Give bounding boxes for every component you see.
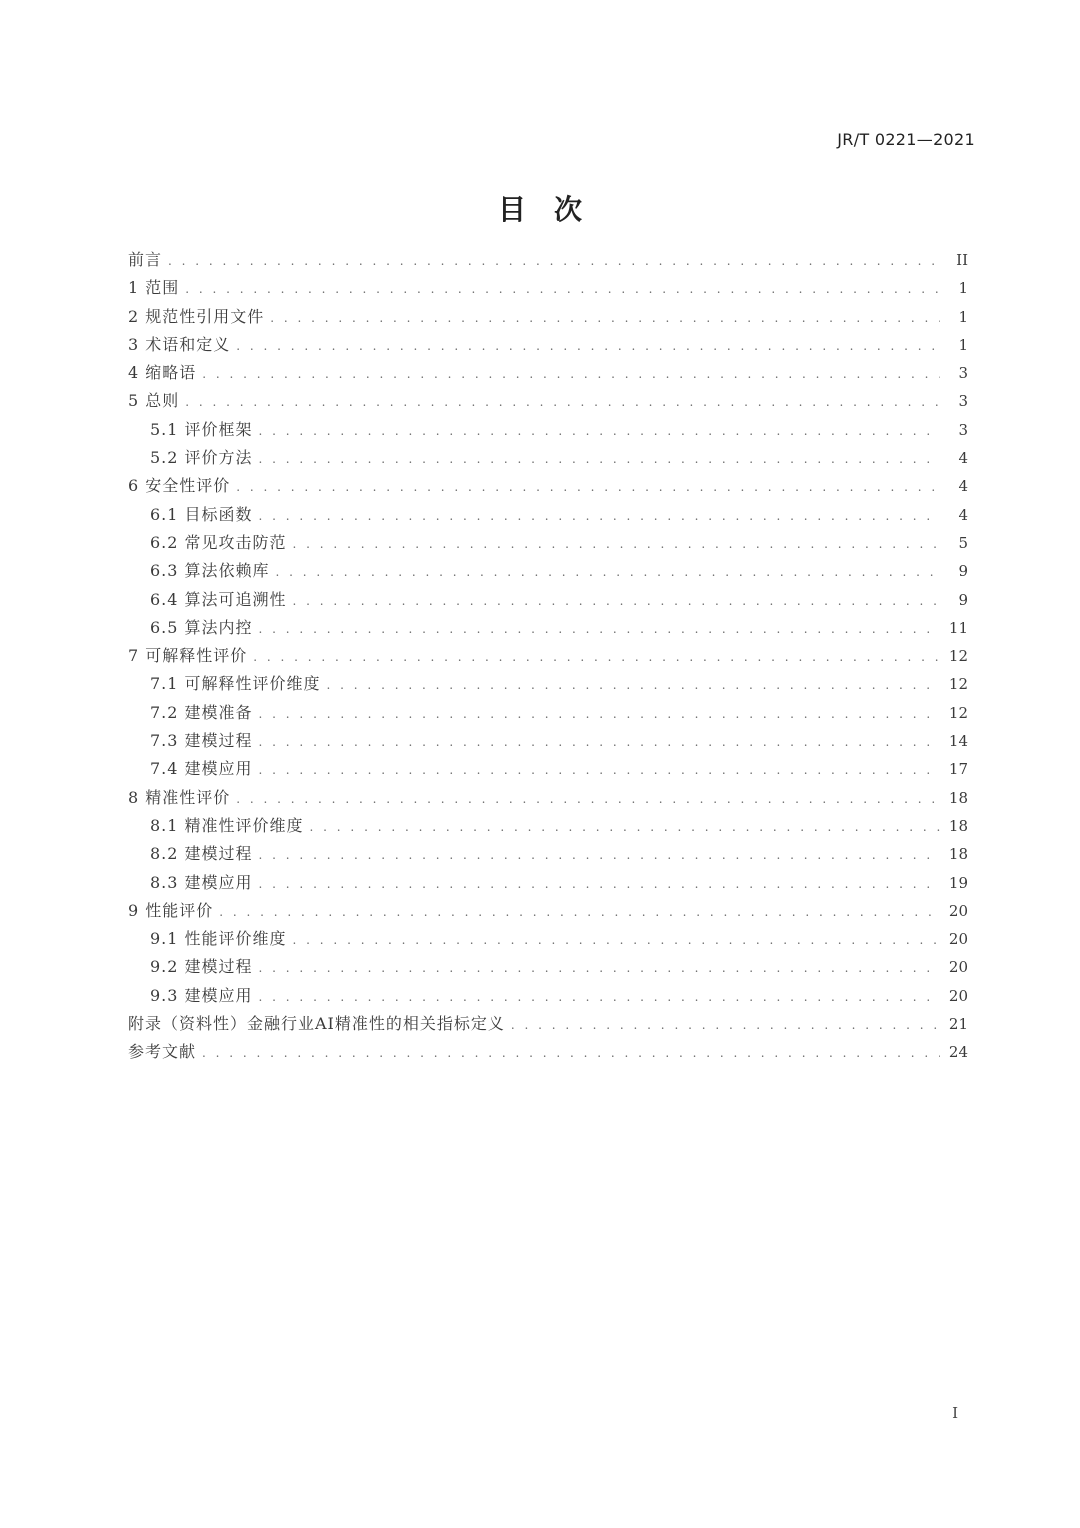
- toc-entry-label: 1 范围: [128, 278, 180, 298]
- toc-dot-leader: [259, 728, 940, 756]
- toc-dot-leader: [168, 247, 940, 275]
- toc-entry[interactable]: [128, 755, 968, 783]
- toc-entry-label: 6 安全性评价: [128, 476, 231, 496]
- toc-entry[interactable]: [128, 642, 968, 670]
- toc-dot-leader: [327, 671, 940, 699]
- toc-entry[interactable]: [128, 670, 968, 698]
- toc-entry-label: 9.3 建模应用: [150, 985, 253, 1005]
- toc-entry[interactable]: [128, 1038, 968, 1066]
- toc-entry-label: 2 规范性引用文件: [128, 306, 265, 326]
- toc-dot-leader: [259, 756, 940, 784]
- page-number: I: [952, 1404, 958, 1422]
- toc-entry[interactable]: [128, 501, 968, 529]
- toc-dot-leader: [259, 615, 940, 643]
- toc-dot-leader: [259, 870, 940, 898]
- toc-entry-label: 9 性能评价: [128, 900, 214, 920]
- toc-entry-label: 6.3 算法依赖库: [150, 561, 270, 581]
- toc-dot-leader: [276, 558, 940, 586]
- toc-entry-page: 24: [948, 1043, 968, 1062]
- toc-entry-label: 附录（资料性）金融行业AI精准性的相关指标定义: [128, 1014, 505, 1034]
- toc-entry-page: 19: [948, 873, 968, 892]
- toc-entry-page: 12: [948, 675, 968, 694]
- toc-entry-label: 参考文献: [128, 1042, 197, 1062]
- toc-entry[interactable]: [128, 387, 968, 415]
- toc-entry-label: 7.4 建模应用: [150, 759, 253, 779]
- toc-entry[interactable]: [128, 699, 968, 727]
- toc-dot-leader: [202, 360, 940, 388]
- toc-entry-page: 1: [958, 335, 968, 354]
- toc-entry-label: 9.2 建模过程: [150, 957, 253, 977]
- toc-entry-label: 4 缩略语: [128, 363, 197, 383]
- toc-entry-page: 9: [958, 562, 968, 581]
- toc-entry[interactable]: [128, 925, 968, 953]
- toc-entry-page: 3: [958, 364, 968, 383]
- toc-entry-label: 6.5 算法内控: [150, 617, 253, 637]
- toc-entry-page: 18: [948, 816, 968, 835]
- toc-entry-page: 4: [958, 505, 968, 524]
- toc-dot-leader: [511, 1011, 940, 1039]
- toc-entry[interactable]: [128, 529, 968, 557]
- toc-entry-page: 4: [958, 449, 968, 468]
- toc-entry[interactable]: [128, 472, 968, 500]
- toc-entry-page: 5: [958, 533, 968, 552]
- toc-entry-label: 7 可解释性评价: [128, 646, 248, 666]
- toc-dot-leader: [219, 898, 940, 926]
- toc-entry[interactable]: [128, 331, 968, 359]
- toc-dot-leader: [259, 954, 940, 982]
- toc-entry[interactable]: [128, 840, 968, 868]
- toc-entry-page: 3: [958, 420, 968, 439]
- toc-entry[interactable]: [128, 953, 968, 981]
- toc-entry-page: 18: [948, 788, 968, 807]
- toc-entry-label: 7.2 建模准备: [150, 702, 253, 722]
- toc-entry[interactable]: [128, 812, 968, 840]
- toc-dot-leader: [259, 445, 940, 473]
- toc-dot-leader: [202, 1039, 940, 1067]
- toc-entry[interactable]: [128, 303, 968, 331]
- toc-entry[interactable]: [128, 416, 968, 444]
- toc-entry-page: 20: [948, 986, 968, 1005]
- toc-dot-leader: [236, 473, 940, 501]
- toc-entry-label: 6.2 常见攻击防范: [150, 532, 287, 552]
- toc-dot-leader: [259, 841, 940, 869]
- toc-entry-label: 8.3 建模应用: [150, 872, 253, 892]
- toc-entry-label: 7.1 可解释性评价维度: [150, 674, 321, 694]
- toc-entry-label: 5.2 评价方法: [150, 448, 253, 468]
- toc-entry-page: 11: [948, 618, 968, 637]
- toc-entry[interactable]: [128, 784, 968, 812]
- toc-entry-label: 8.2 建模过程: [150, 844, 253, 864]
- toc-entry-page: 20: [948, 901, 968, 920]
- toc-entry-page: 9: [958, 590, 968, 609]
- toc-entry[interactable]: [128, 869, 968, 897]
- toc-entry-page: 20: [948, 958, 968, 977]
- toc-entry-label: 8 精准性评价: [128, 787, 231, 807]
- toc-dot-leader: [253, 643, 940, 671]
- toc-entry-label: 7.3 建模过程: [150, 731, 253, 751]
- toc-entry-page: 18: [948, 845, 968, 864]
- toc-dot-leader: [236, 332, 940, 360]
- toc-entry[interactable]: [128, 982, 968, 1010]
- toc-entry-page: 20: [948, 930, 968, 949]
- toc-entry-page: 12: [948, 703, 968, 722]
- toc-entry-label: 8.1 精准性评价维度: [150, 815, 304, 835]
- table-of-contents: [128, 246, 968, 1067]
- toc-entry-label: 6.1 目标函数: [150, 504, 253, 524]
- toc-dot-leader: [259, 983, 940, 1011]
- toc-entry-page: 17: [948, 760, 968, 779]
- toc-entry-page: 1: [958, 279, 968, 298]
- toc-entry-label: 5.1 评价框架: [150, 419, 253, 439]
- toc-dot-leader: [259, 700, 940, 728]
- toc-entry-page: 3: [958, 392, 968, 411]
- toc-entry[interactable]: [128, 557, 968, 585]
- toc-entry[interactable]: [128, 897, 968, 925]
- toc-entry-label: 前言: [128, 250, 163, 269]
- toc-title: 目次: [497, 193, 610, 226]
- toc-entry[interactable]: [128, 1010, 968, 1038]
- toc-entry-page: II: [956, 251, 968, 269]
- toc-dot-leader: [293, 587, 940, 615]
- toc-dot-leader: [185, 388, 940, 416]
- toc-dot-leader: [259, 417, 940, 445]
- toc-entry[interactable]: [128, 444, 968, 472]
- toc-entry-page: 4: [958, 477, 968, 496]
- toc-entry[interactable]: [128, 727, 968, 755]
- toc-entry-label: 9.1 性能评价维度: [150, 929, 287, 949]
- toc-entry-label: 3 术语和定义: [128, 334, 231, 354]
- toc-entry[interactable]: [128, 274, 968, 302]
- toc-entry[interactable]: [128, 586, 968, 614]
- toc-entry-label: 5 总则: [128, 391, 180, 411]
- document-code: JR/T 0221—2021: [837, 130, 975, 149]
- toc-dot-leader: [293, 530, 940, 558]
- toc-entry-page: 1: [958, 307, 968, 326]
- toc-entry-label: 6.4 算法可追溯性: [150, 589, 287, 609]
- toc-dot-leader: [259, 502, 940, 530]
- toc-entry-page: 12: [948, 647, 968, 666]
- toc-entry-page: 14: [948, 732, 968, 751]
- toc-dot-leader: [185, 275, 940, 303]
- toc-dot-leader: [293, 926, 940, 954]
- toc-dot-leader: [270, 304, 940, 332]
- toc-entry[interactable]: [128, 614, 968, 642]
- toc-entry[interactable]: [128, 246, 968, 274]
- toc-entry[interactable]: [128, 359, 968, 387]
- toc-entry-page: 21: [948, 1015, 968, 1034]
- toc-dot-leader: [310, 813, 940, 841]
- toc-dot-leader: [236, 785, 940, 813]
